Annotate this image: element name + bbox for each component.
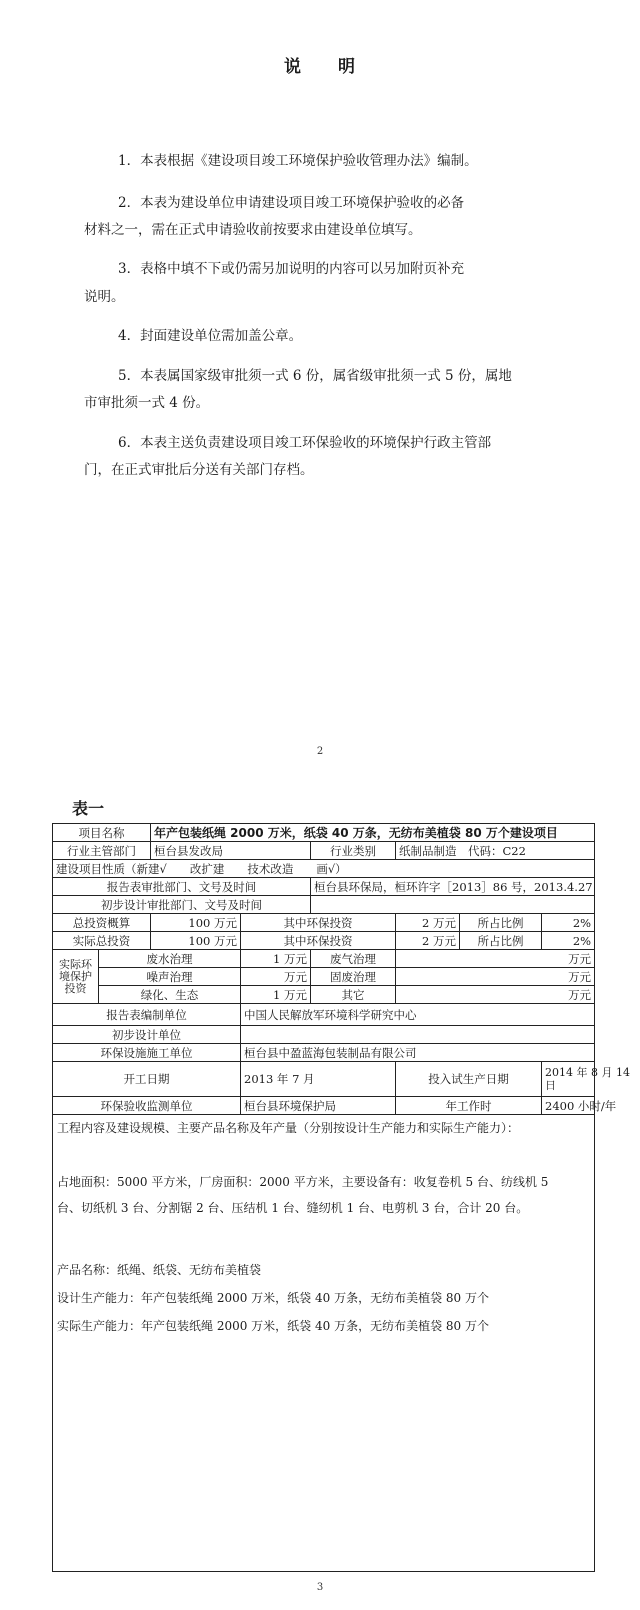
other-label: 其它 xyxy=(311,986,396,1004)
monitor-unit-value: 桓台县环境保护局 xyxy=(241,1097,396,1115)
other-value: 万元 xyxy=(396,986,595,1004)
prelim-approval-value xyxy=(311,896,595,914)
solid-waste-value: 万元 xyxy=(396,968,595,986)
start-date-label: 开工日期 xyxy=(53,1062,241,1097)
note-item-2-cont: 材料之一，需在正式申请验收前按要求由建设单位填写。 xyxy=(84,222,422,238)
monitor-unit-label: 环保验收监测单位 xyxy=(53,1097,241,1115)
report-approval-value: 桓台县环保局，桓环许字［2013］86 号，2013.4.27 xyxy=(311,878,595,896)
trial-date-value xyxy=(542,1062,630,1097)
project-name-label: 项目名称 xyxy=(53,824,151,842)
total-budget-label: 总投资概算 xyxy=(53,914,151,932)
scope-heading: 工程内容及建设规模、主要产品名称及年产量（分别按设计生产能力和实际生产能力）： xyxy=(57,1121,520,1135)
prelim-unit-label: 初步设计单位 xyxy=(53,1026,241,1044)
note-item-3: 3．表格中填不下或仍需另加说明的内容可以另加附页补充 xyxy=(118,261,465,277)
ratio-actual-label: 所占比例 xyxy=(460,932,542,950)
note-item-1: 1．本表根据《建设项目竣工环境保护验收管理办法》编制。 xyxy=(118,153,478,169)
prelim-approval-label: 初步设计审批部门、文号及时间 xyxy=(53,896,311,914)
table-title: 表一 xyxy=(72,799,105,818)
work-hours-label: 年工作时 xyxy=(396,1097,542,1115)
actual-env-invest-label: 实际环境保护投资 xyxy=(53,950,99,1004)
report-approval-label: 报告表审批部门、文号及时间 xyxy=(53,878,311,896)
noise-label: 噪声治理 xyxy=(99,968,241,986)
report-unit-value: 中国人民解放军环境科学研究中心 xyxy=(241,1004,595,1026)
scope-design-capacity: 设计生产能力：年产包装纸绳 2000 万米，纸袋 40 万条，无纺布美植袋 80 万个 xyxy=(57,1291,489,1305)
scope-actual-capacity: 实际生产能力：年产包装纸绳 2000 万米，纸袋 40 万条，无纺布美植袋 80 万个 xyxy=(57,1319,489,1333)
env-invest-budget-value: 2 万元 xyxy=(396,914,460,932)
note-item-2: 2．本表为建设单位申请建设项目竣工环境保护验收的必备 xyxy=(118,195,465,211)
work-hours-value: 2400 小时/年 xyxy=(542,1097,595,1115)
green-label: 绿化、生态 xyxy=(99,986,241,1004)
project-name: 年产包装纸绳 2000 万米，纸袋 40 万条，无纺布美植袋 80 万个建设项目 xyxy=(151,824,595,842)
construction-unit-label: 环保设施施工单位 xyxy=(53,1044,241,1062)
green-value: 1 万元 xyxy=(241,986,311,1004)
actual-total-label: 实际总投资 xyxy=(53,932,151,950)
scope-products: 产品名称：纸绳、纸袋、无纺布美植袋 xyxy=(57,1263,262,1277)
noise-value: 万元 xyxy=(241,968,311,986)
prelim-unit-value xyxy=(241,1026,595,1044)
wastegas-label: 废气治理 xyxy=(311,950,396,968)
scope-area-line-2: 台、切纸机 3 台、分割锯 2 台、压结机 1 台、缝纫机 1 台、电剪机 3 台，合计 20 台。 xyxy=(57,1201,529,1215)
note-item-6: 6．本表主送负责建设项目竣工环保验收的环境保护行政主管部 xyxy=(118,435,492,451)
note-item-3-cont: 说明。 xyxy=(84,289,125,305)
note-item-5-cont: 市审批须一式 4 份。 xyxy=(84,395,210,411)
report-unit-label: 报告表编制单位 xyxy=(53,1004,241,1026)
actual-total-value: 100 万元 xyxy=(151,932,241,950)
authority-label: 行业主管部门 xyxy=(53,842,151,860)
project-form-table xyxy=(52,823,630,1572)
project-nature: 建设项目性质（新建√ 改扩建 技术改造 画√） xyxy=(53,860,595,878)
industry-value: 纸制品制造 代码：C22 xyxy=(396,842,595,860)
ratio-budget-value: 2% xyxy=(542,914,595,932)
authority-value: 桓台县发改局 xyxy=(151,842,311,860)
page-number: 2 xyxy=(316,746,324,757)
solid-waste-label: 固废治理 xyxy=(311,968,396,986)
wastewater-label: 废水治理 xyxy=(99,950,241,968)
project-scope-box xyxy=(53,1115,595,1572)
env-invest-actual-value: 2 万元 xyxy=(396,932,460,950)
note-item-4: 4．封面建设单位需加盖公章。 xyxy=(118,328,303,344)
industry-label: 行业类别 xyxy=(311,842,396,860)
note-item-5: 5．本表属国家级审批须一式 6 份，属省级审批须一式 5 份，属地 xyxy=(118,368,512,384)
trial-date-line-2: 日 xyxy=(545,1079,556,1092)
ratio-budget-label: 所占比例 xyxy=(460,914,542,932)
page-title: 说 明 xyxy=(284,57,356,77)
trial-date-label: 投入试生产日期 xyxy=(396,1062,542,1097)
page-number-2: 3 xyxy=(316,1582,324,1593)
scope-area-line-1: 占地面积：5000 平方米，厂房面积：2000 平方米，主要设备有：收复卷机 5 台、纺线机 5 xyxy=(57,1175,549,1189)
start-date-value: 2013 年 7 月 xyxy=(241,1062,396,1097)
construction-unit-value: 桓台县中盈蓝海包装制品有限公司 xyxy=(241,1044,595,1062)
total-budget-value: 100 万元 xyxy=(151,914,241,932)
ratio-actual-value: 2% xyxy=(542,932,595,950)
note-item-6-cont: 门，在正式审批后分送有关部门存档。 xyxy=(84,462,314,478)
env-invest-actual-label: 其中环保投资 xyxy=(241,932,396,950)
wastegas-value: 万元 xyxy=(396,950,595,968)
env-invest-budget-label: 其中环保投资 xyxy=(241,914,396,932)
trial-date-line-1: 2014 年 8 月 14 xyxy=(545,1066,630,1079)
wastewater-value: 1 万元 xyxy=(241,950,311,968)
